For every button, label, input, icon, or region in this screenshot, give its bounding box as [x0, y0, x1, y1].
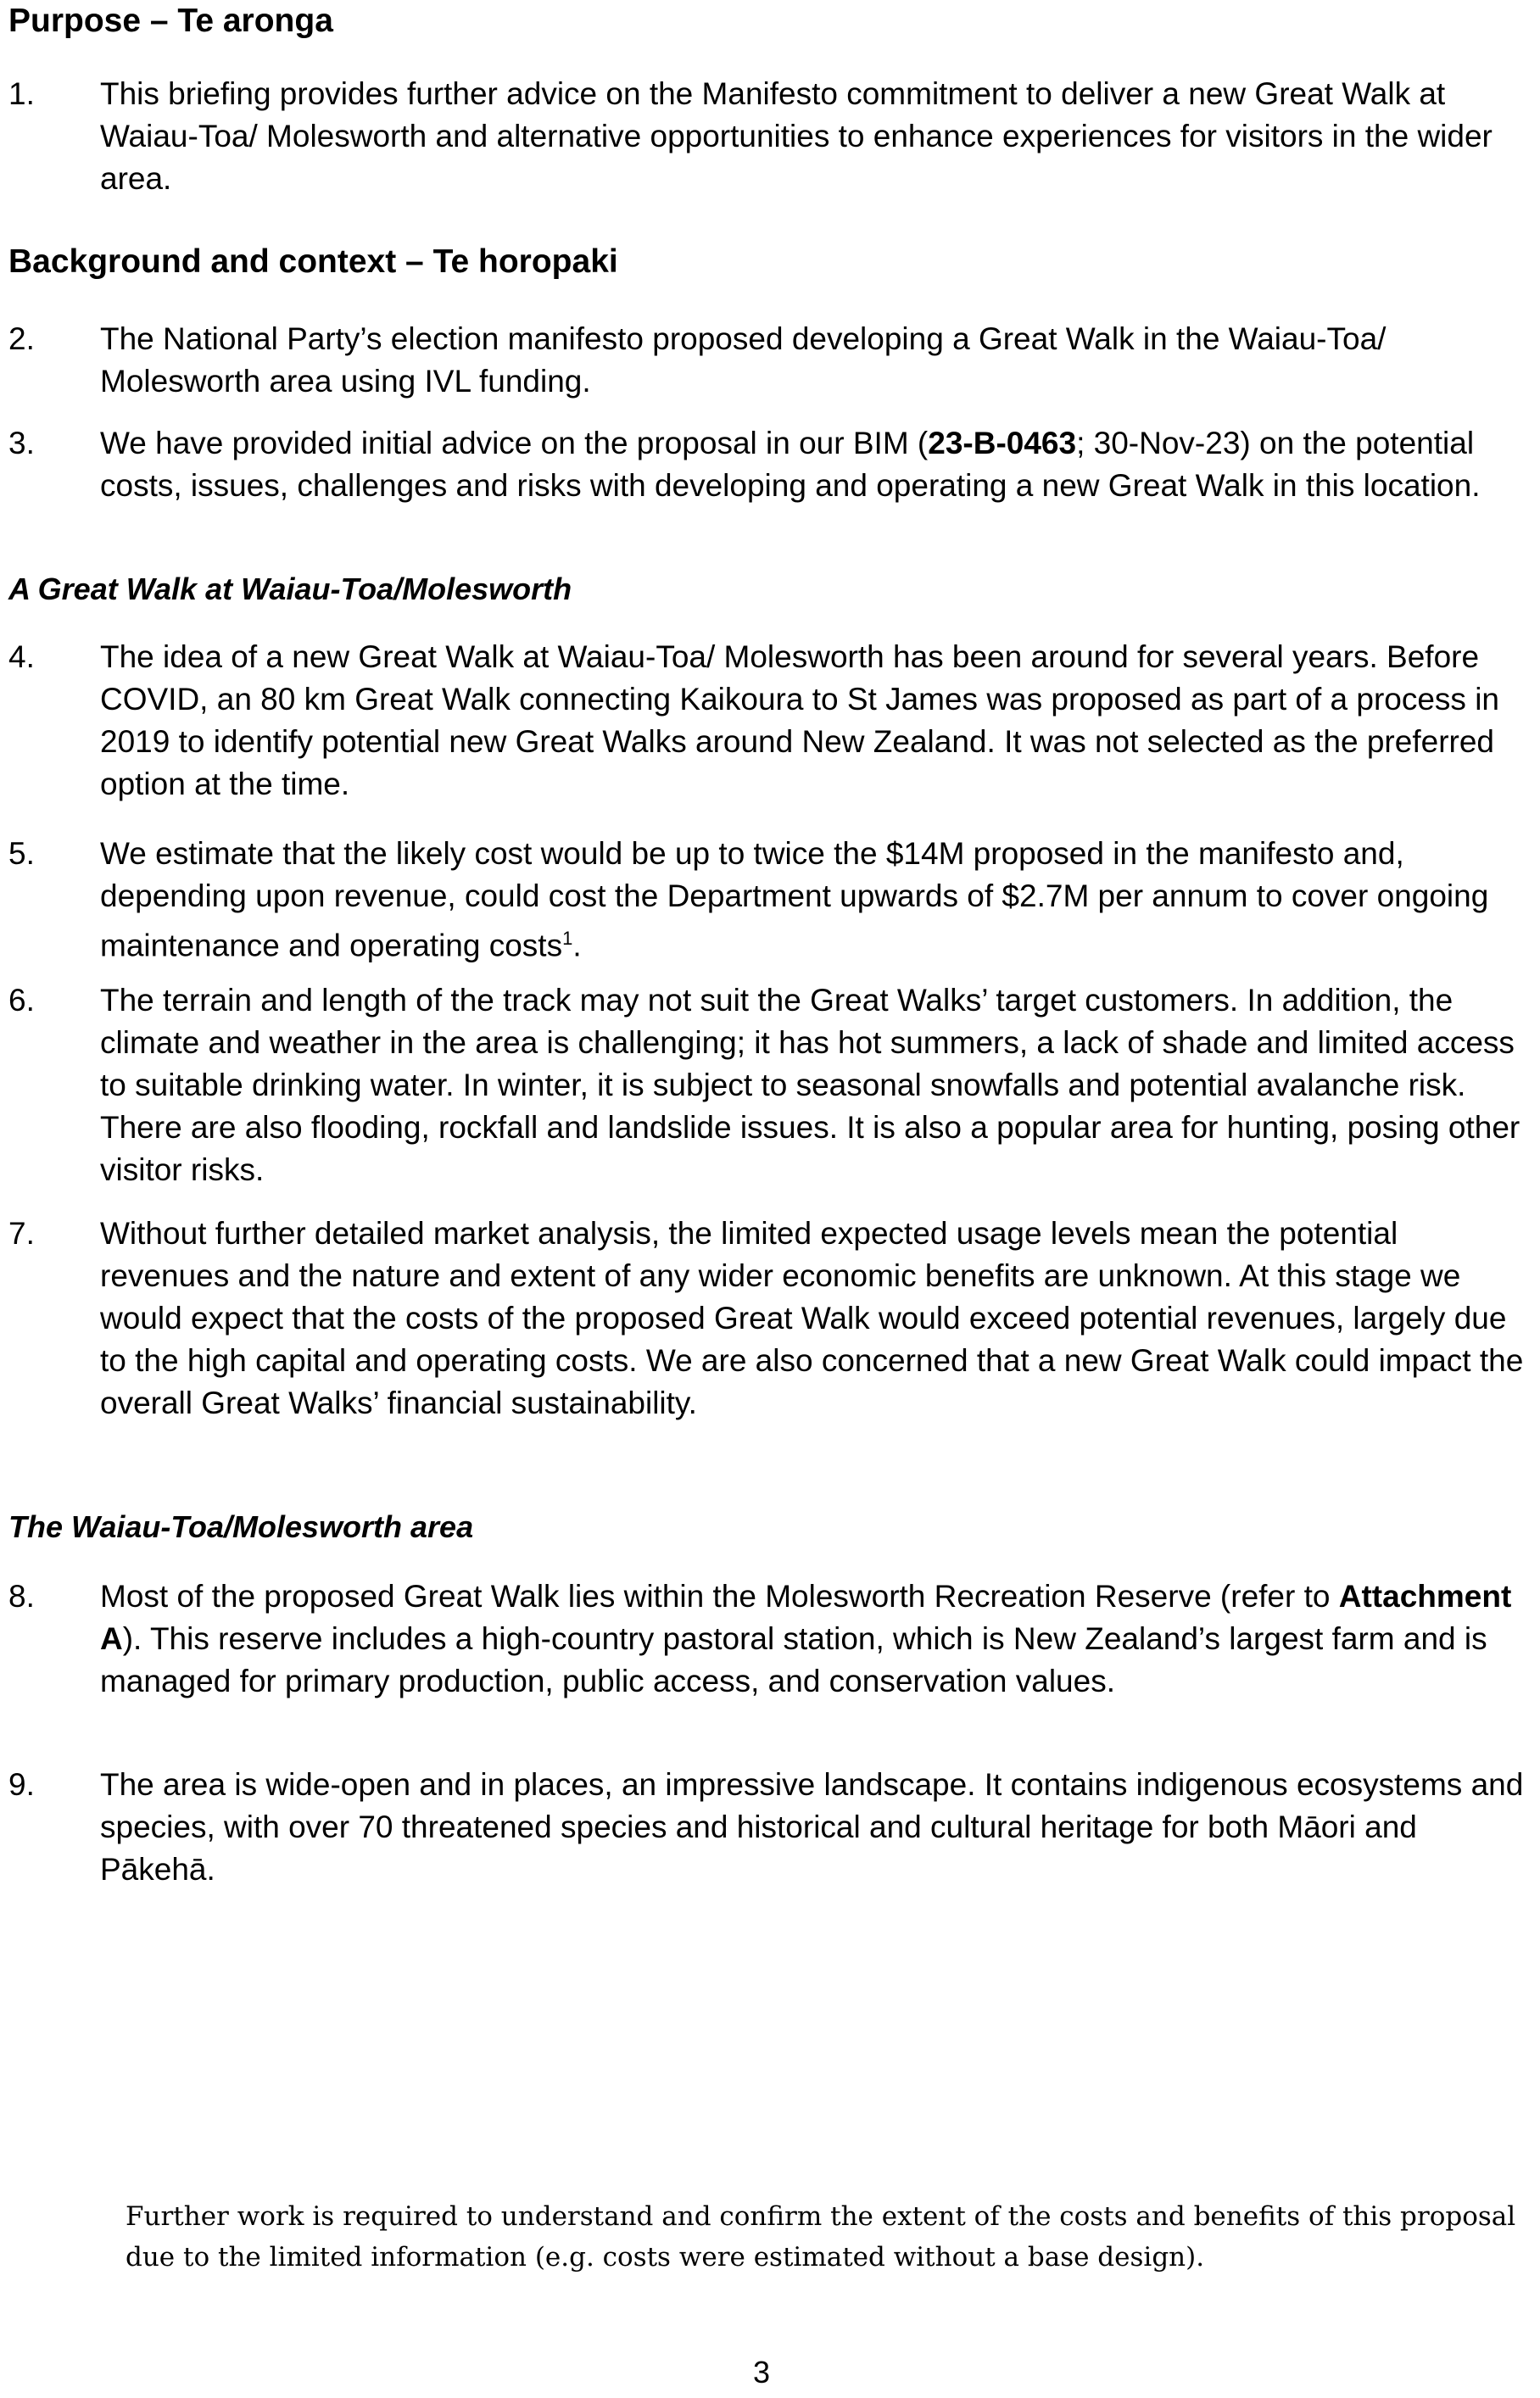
paragraph-number: 6.	[8, 983, 35, 1018]
paragraph-text: The terrain and length of the track may not suit the Great Walks’ target customers. In addition, the climate and weather in the area is challenging; it has hot summers, a lack of shade and limited access to suitable drinking water. In winter, it is subject to seasonal snowfalls and potential avalanche risk. There are also flooding, rockfall and landslide issues. It is also a popular area for hunting, posing other visitor risks.	[100, 983, 1520, 1187]
page-number: 3	[753, 2355, 771, 2390]
paragraph-text: The area is wide-open and in places, an impressive landscape. It contains indigenous ecosystems and species, with over 70 threatened species and historical and cultural heritage for both Māori and Pākehā.	[100, 1767, 1524, 1887]
paragraph-number: 8.	[8, 1579, 35, 1614]
paragraph-4	[8, 636, 1535, 806]
section-heading-background: Background and context – Te horopaki	[8, 243, 618, 280]
paragraph-1	[8, 73, 1535, 200]
paragraph-text-before: We have provided initial advice on the proposal in our BIM (	[100, 426, 929, 460]
paragraph-text	[100, 422, 1535, 507]
paragraph-7	[8, 1213, 1535, 1425]
paragraph-number: 5.	[8, 836, 35, 871]
paragraph-2	[8, 318, 1535, 403]
paragraph-text: Without further detailed market analysis, the limited expected usage levels mean the potential revenues and the nature and extent of any wider economic benefits are unknown. At this stage we would expect that the costs of the proposed Great Walk would exceed potential revenues, largely due to the high capital and operating costs. We are also concerned that a new Great Walk could impact the overall Great Walks’ financial sustainability.	[100, 1216, 1524, 1420]
paragraph-5	[8, 833, 1535, 967]
bim-reference: 23-B-0463	[928, 426, 1077, 460]
paragraph-number: 2.	[8, 321, 35, 356]
footnote: Further work is required to understand and confirm the extent of the costs and benefits of this proposal due to the limited information (e.g. costs were estimated without a base design).	[126, 2201, 1516, 2273]
paragraph-text: This briefing provides further advice on the Manifesto commitment to deliver a new Great Walk at Waiau-Toa/ Molesworth and alternative opportunities to enhance experiences for visitors in the wider area.	[100, 76, 1493, 196]
footnote-reference: 1	[562, 928, 573, 949]
paragraph-3	[8, 422, 1535, 507]
paragraph-text	[100, 833, 1535, 967]
paragraph-text-after: ). This reserve includes a high-country pastoral station, which is New Zealand’s largest farm and is managed for primary production, public access, and conservation values.	[100, 1621, 1487, 1698]
paragraph-8	[8, 1575, 1535, 1703]
paragraph-text-main: We estimate that the likely cost would be up to twice the $14M proposed in the manifesto and, depending upon revenue, could cost the Department upwards of $2.7M per annum to cover ongoing maintenance and operating costs	[100, 836, 1489, 963]
section-heading-purpose: Purpose – Te aronga	[8, 3, 333, 39]
paragraph-number: 3.	[8, 426, 35, 460]
paragraph-text: The National Party’s election manifesto proposed developing a Great Walk in the Waiau-Toa/ Molesworth area using IVL funding.	[100, 321, 1387, 399]
attachment-reference: Attachment A	[100, 1579, 1512, 1656]
paragraph-9	[8, 1764, 1535, 1891]
paragraph-number: 4.	[8, 639, 35, 674]
paragraph-text-after: ; 30-Nov-23) on the potential costs, issues, challenges and risks with developing and operating a new Great Walk in this location.	[100, 426, 1481, 503]
paragraph-number: 7.	[8, 1216, 35, 1251]
paragraph-text-before: Most of the proposed Great Walk lies within the Molesworth Recreation Reserve (refer to	[100, 1579, 1339, 1614]
paragraph-6	[8, 979, 1535, 1191]
paragraph-number: 1.	[8, 76, 35, 111]
paragraph-number: 9.	[8, 1767, 35, 1802]
paragraph-text: The idea of a new Great Walk at Waiau-Toa/ Molesworth has been around for several years. Before COVID, an 80 km Great Walk connecting Kaikoura to St James was proposed as part of a process in 2019 to identify potential new Great Walks around New Zealand. It was not selected as the preferred option at the time.	[100, 639, 1500, 801]
section-heading-great-walk: A Great Walk at Waiau-Toa/Molesworth	[8, 572, 572, 606]
section-heading-area: The Waiau-Toa/Molesworth area	[8, 1509, 474, 1544]
paragraph-text	[100, 1575, 1535, 1703]
paragraph-text-after: .	[572, 928, 582, 963]
